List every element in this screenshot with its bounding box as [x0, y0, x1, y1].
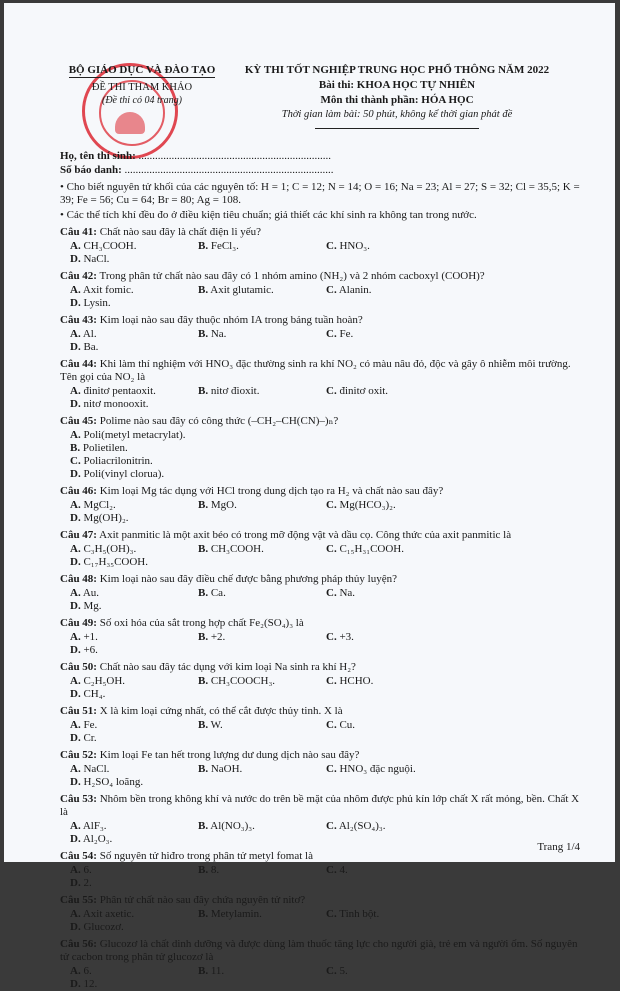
option-text: +1.	[83, 631, 98, 643]
option-letter: D.	[70, 776, 81, 788]
question-text: Chất nào sau đây tác dụng với kim loại Na sinh ra khí H₂?	[99, 661, 356, 673]
question-number: Câu 47:	[60, 529, 97, 541]
question-item	[60, 661, 580, 701]
header-left	[62, 64, 222, 106]
option-letter: A.	[70, 965, 81, 977]
answer-option	[70, 864, 198, 877]
candidate-id-line	[60, 164, 334, 176]
option-text: C₁₇H₃₅COOH.	[83, 556, 148, 568]
answer-option	[70, 600, 198, 613]
question-text: Phân tử chất nào sau đây chứa nguyên tử nitơ?	[99, 894, 306, 906]
option-letter: D.	[70, 398, 81, 410]
option-text: Na.	[339, 587, 356, 599]
question-stem	[60, 749, 580, 762]
option-text: 2.	[83, 877, 92, 889]
option-text: Poli(vinyl clorua).	[83, 468, 165, 480]
option-letter: A.	[70, 631, 81, 643]
answer-option	[70, 877, 198, 890]
answer-options	[60, 631, 580, 657]
answer-options	[60, 284, 580, 310]
option-text: Polietilen.	[82, 442, 128, 454]
option-letter: B.	[198, 631, 209, 643]
answer-options	[60, 864, 580, 890]
question-stem	[60, 617, 580, 630]
option-letter: B.	[198, 543, 209, 555]
question-number: Câu 48:	[60, 573, 97, 585]
option-letter: A.	[70, 587, 81, 599]
answer-option	[326, 385, 454, 398]
question-item	[60, 705, 580, 745]
answer-option	[70, 644, 198, 657]
option-letter: B.	[198, 587, 209, 599]
option-letter: C.	[326, 587, 337, 599]
answer-option	[198, 328, 326, 341]
option-letter: A.	[70, 543, 81, 555]
option-text: Glucozơ.	[83, 921, 124, 933]
answer-option	[326, 499, 454, 512]
exam-title: KỲ THI TỐT NGHIỆP TRUNG HỌC PHỔ THÔNG NĂM 2022	[244, 64, 550, 76]
answer-option	[70, 455, 326, 468]
option-letter: A.	[70, 328, 81, 340]
option-letter: C.	[326, 543, 337, 555]
question-item	[60, 894, 580, 934]
answer-option	[70, 253, 198, 266]
option-letter: D.	[70, 600, 81, 612]
question-stem	[60, 850, 580, 863]
answer-option	[70, 429, 326, 442]
option-letter: B.	[198, 965, 209, 977]
answer-option	[70, 587, 198, 600]
answer-option	[70, 965, 198, 978]
answer-options	[60, 240, 580, 266]
answer-option	[70, 719, 198, 732]
option-letter: D.	[70, 556, 81, 568]
option-text: CH₃COOH.	[210, 543, 264, 555]
answer-option	[326, 719, 454, 732]
option-text: đinitơ pentaoxit.	[83, 385, 156, 397]
answer-options	[60, 908, 580, 934]
answer-option	[198, 284, 326, 297]
answer-option	[70, 240, 198, 253]
option-letter: A.	[70, 385, 81, 397]
candidate-name-line	[60, 150, 331, 162]
option-letter: C.	[326, 719, 337, 731]
question-stem	[60, 793, 580, 819]
answer-options	[60, 763, 580, 789]
option-letter: C.	[326, 908, 337, 920]
option-letter: A.	[70, 240, 81, 252]
answer-options	[60, 675, 580, 701]
question-text: Kim loại Fe tan hết trong lượng dư dung dịch nào sau đây?	[99, 749, 360, 761]
question-stem	[60, 573, 580, 586]
option-text: 6.	[83, 864, 92, 876]
option-text: Lysin.	[83, 297, 111, 309]
option-text: Poli(metyl metacrylat).	[83, 429, 186, 441]
answer-options	[60, 328, 580, 354]
option-text: Ba.	[83, 341, 99, 353]
option-text: Axit glutamic.	[210, 284, 274, 296]
option-text: HCHO.	[339, 675, 374, 687]
answer-option	[198, 499, 326, 512]
answer-option	[198, 675, 326, 688]
answer-option	[70, 385, 198, 398]
option-text: 4.	[339, 864, 348, 876]
option-text: AlF₃.	[82, 820, 107, 832]
question-stem	[60, 894, 580, 907]
question-number: Câu 43:	[60, 314, 97, 326]
answer-options	[60, 543, 580, 569]
question-text: Polime nào sau đây có công thức (–CH₂–CH(CN)–)ₙ?	[99, 415, 339, 427]
question-text: Số oxi hóa của sắt trong hợp chất Fe₂(SO₄)₃ là	[99, 617, 304, 629]
option-text: HNO₃.	[339, 240, 370, 252]
option-letter: D.	[70, 297, 81, 309]
option-text: CH₄.	[83, 688, 106, 700]
option-letter: C.	[326, 385, 337, 397]
answer-option	[326, 908, 454, 921]
option-text: W.	[210, 719, 223, 731]
answer-option	[326, 631, 454, 644]
question-stem	[60, 938, 580, 964]
option-text: C₂H₅OH.	[83, 675, 126, 687]
answer-option	[326, 864, 454, 877]
question-stem	[60, 314, 580, 327]
option-text: Mg(OH)₂.	[83, 512, 129, 524]
question-stem	[60, 529, 580, 542]
option-text: Fe.	[339, 328, 354, 340]
answer-options	[60, 499, 580, 525]
answer-options	[60, 719, 580, 745]
option-letter: C.	[70, 455, 81, 467]
option-text: +2.	[210, 631, 226, 643]
answer-option	[70, 763, 198, 776]
option-letter: A.	[70, 675, 81, 687]
answer-option	[70, 908, 198, 921]
question-text: Glucozơ là chất dinh dưỡng và được dùng làm thuốc tăng lực cho người già, trẻ em và người ốm. Số nguyên tử cacbon trong phân tử glucozơ là	[60, 938, 578, 963]
option-letter: A.	[70, 429, 81, 441]
answer-option	[70, 442, 326, 455]
question-number: Câu 55:	[60, 894, 97, 906]
answer-option	[198, 631, 326, 644]
option-letter: A.	[70, 820, 81, 832]
option-text: CH₃COOCH₃.	[210, 675, 276, 687]
option-letter: C.	[326, 763, 337, 775]
answer-option	[70, 499, 198, 512]
question-item	[60, 749, 580, 789]
option-letter: D.	[70, 644, 81, 656]
question-text: Nhôm bền trong không khí và nước do trên bề mặt của nhôm được phủ kín lớp chất X rất mỏng, bền. Chất X là	[60, 793, 580, 818]
option-text: Ca.	[210, 587, 226, 599]
answer-option	[198, 385, 326, 398]
option-text: đinitơ oxit.	[339, 385, 389, 397]
option-text: MgO.	[210, 499, 237, 511]
question-number: Câu 52:	[60, 749, 97, 761]
question-stem	[60, 358, 580, 384]
question-item	[60, 314, 580, 354]
question-item	[60, 850, 580, 890]
question-stem	[60, 705, 580, 718]
option-text: 6.	[83, 965, 92, 977]
option-text: 5.	[339, 965, 348, 977]
answer-option	[70, 675, 198, 688]
answer-options	[60, 385, 580, 411]
option-text: FeCl₃.	[210, 240, 239, 252]
question-item	[60, 617, 580, 657]
option-text: Al₂(SO₄)₃.	[338, 820, 386, 832]
question-text: X là kim loại cứng nhất, có thể cắt được thủy tinh. X là	[99, 705, 343, 717]
header-right	[232, 64, 562, 129]
answer-option	[326, 587, 454, 600]
option-text: nitơ đioxit.	[210, 385, 260, 397]
answer-option	[70, 297, 198, 310]
option-letter: C.	[326, 499, 337, 511]
exam-page	[4, 3, 615, 990]
question-item	[60, 793, 580, 846]
answer-option	[326, 675, 454, 688]
question-number: Câu 53:	[60, 793, 97, 805]
answer-option	[70, 732, 198, 745]
answer-option	[198, 965, 326, 978]
answer-option	[70, 776, 198, 789]
question-text: Trong phân tử chất nào sau đây có 1 nhóm amino (NH₂) và 2 nhóm cacboxyl (COOH)?	[99, 270, 485, 282]
answer-option	[70, 820, 198, 833]
option-text: H₂SO₄ loãng.	[83, 776, 144, 788]
answer-option	[70, 688, 198, 701]
answer-option	[70, 341, 198, 354]
option-letter: C.	[326, 631, 337, 643]
answer-option	[326, 965, 454, 978]
option-letter: D.	[70, 732, 81, 744]
page-count-note: (Đề thi có 04 trang)	[102, 95, 182, 106]
option-letter: D.	[70, 877, 81, 889]
option-letter: B.	[198, 675, 209, 687]
option-text: Mg(HCO₃)₂.	[339, 499, 396, 511]
option-letter: C.	[326, 820, 337, 832]
option-text: CH₃COOH.	[83, 240, 137, 252]
option-letter: B.	[198, 719, 209, 731]
answer-option	[198, 763, 326, 776]
question-text: Số nguyên tử hiđro trong phân tử metyl fomat là	[99, 850, 313, 862]
page-number: Trang 1/4	[537, 841, 580, 853]
option-letter: B.	[70, 442, 81, 454]
candidate-name-label: Họ, tên thí sinh:	[60, 150, 136, 162]
note-gas-conditions: • Các thể tích khí đều đo ở điều kiện tiêu chuẩn; giả thiết các khí sinh ra không tan trong nước.	[60, 209, 477, 221]
question-number: Câu 46:	[60, 485, 97, 497]
option-letter: D.	[70, 468, 81, 480]
option-text: Mg.	[83, 600, 102, 612]
option-letter: A.	[70, 864, 81, 876]
question-text: Khi làm thí nghiệm với HNO₃ đặc thường sinh ra khí NO₂ có màu nâu đỏ, độc và gây ô nhiễm môi trường. Tên gọi của NO₂ là	[60, 358, 571, 383]
question-item	[60, 485, 580, 525]
answer-options	[60, 820, 580, 846]
option-letter: B.	[198, 284, 209, 296]
answer-option	[70, 833, 198, 846]
option-letter: D.	[70, 253, 81, 265]
option-letter: B.	[198, 240, 209, 252]
option-letter: D.	[70, 512, 81, 524]
candidate-id-label: Số báo danh:	[60, 164, 122, 176]
question-stem	[60, 485, 580, 498]
option-letter: D.	[70, 833, 81, 845]
option-text: Cu.	[339, 719, 356, 731]
option-text: 8.	[210, 864, 220, 876]
option-letter: C.	[326, 240, 337, 252]
option-letter: A.	[70, 763, 81, 775]
answer-option	[326, 820, 454, 833]
option-letter: A.	[70, 908, 81, 920]
question-number: Câu 50:	[60, 661, 97, 673]
option-text: Al.	[82, 328, 97, 340]
answer-option	[198, 864, 326, 877]
option-text: Tinh bột.	[339, 908, 380, 920]
option-text: MgCl₂.	[83, 499, 116, 511]
option-text: Na.	[210, 328, 227, 340]
answer-option	[70, 468, 326, 481]
option-text: Au.	[82, 587, 100, 599]
answer-option	[70, 921, 198, 934]
answer-option	[198, 587, 326, 600]
option-text: Axit axetic.	[82, 908, 135, 920]
question-number: Câu 54:	[60, 850, 97, 862]
answer-options	[60, 965, 580, 991]
question-stem	[60, 270, 580, 283]
answer-option	[198, 240, 326, 253]
option-text: NaCl.	[83, 763, 110, 775]
question-text: Chất nào sau đây là chất điện li yếu?	[99, 226, 262, 238]
document-type: ĐỀ THI THAM KHẢO	[91, 82, 193, 93]
option-letter: C.	[326, 284, 337, 296]
answer-option	[326, 763, 454, 776]
answer-option	[70, 978, 198, 991]
exam-content	[60, 181, 580, 991]
option-letter: D.	[70, 341, 81, 353]
option-letter: B.	[198, 820, 209, 832]
question-list	[60, 226, 580, 991]
option-text: HNO₃ đặc nguội.	[339, 763, 416, 775]
question-text: Axit panmitic là một axit béo có trong mỡ động vật và dầu cọ. Công thức của axit panmitic là	[99, 529, 512, 541]
answer-option	[70, 556, 198, 569]
option-text: Axit fomic.	[82, 284, 134, 296]
option-letter: B.	[198, 763, 209, 775]
question-number: Câu 42:	[60, 270, 97, 282]
option-letter: B.	[198, 385, 209, 397]
option-text: nitơ monooxit.	[83, 398, 149, 410]
answer-option	[70, 328, 198, 341]
option-text: Metylamin.	[210, 908, 262, 920]
option-letter: B.	[198, 864, 209, 876]
header-divider	[315, 128, 479, 129]
question-stem	[60, 226, 580, 239]
answer-option	[70, 631, 198, 644]
option-text: C₁₅H₃₁COOH.	[339, 543, 404, 555]
question-item	[60, 415, 580, 481]
answer-option	[70, 512, 198, 525]
candidate-name-field: ......................................................................	[138, 150, 332, 162]
question-stem	[60, 661, 580, 674]
question-text: Kim loại Mg tác dụng với HCl trong dung dịch tạo ra H₂ và chất nào sau đây?	[99, 485, 444, 497]
answer-option	[198, 719, 326, 732]
option-text: Al₂O₃.	[82, 833, 113, 845]
question-item	[60, 226, 580, 266]
option-letter: D.	[70, 688, 81, 700]
question-item	[60, 573, 580, 613]
candidate-id-field: ............................................................................	[124, 164, 334, 176]
answer-option	[70, 284, 198, 297]
option-letter: D.	[70, 921, 81, 933]
answer-options	[60, 429, 580, 481]
answer-option	[70, 543, 198, 556]
option-text: 12.	[83, 978, 98, 990]
answer-option	[326, 240, 454, 253]
question-number: Câu 51:	[60, 705, 97, 717]
question-stem	[60, 415, 580, 428]
question-number: Câu 41:	[60, 226, 97, 238]
answer-option	[198, 543, 326, 556]
answer-option	[326, 328, 454, 341]
note-atomic-masses: • Cho biết nguyên tử khối của các nguyên tố: H = 1; C = 12; N = 14; O = 16; Na = 23; Al = 27; S = 32; Cl = 35,5; K = 39; Fe = 56; Cu = 64; Br = 80; Ag = 108.	[60, 181, 580, 206]
answer-option	[198, 820, 326, 833]
option-text: Alanin.	[338, 284, 372, 296]
exam-part: Bài thi: KHOA HỌC TỰ NHIÊN	[318, 79, 476, 91]
option-letter: C.	[326, 675, 337, 687]
question-text: Kim loại nào sau đây thuộc nhóm IA trong bảng tuần hoàn?	[99, 314, 363, 326]
option-text: 11.	[210, 965, 225, 977]
option-text: Poliacrilonitrin.	[83, 455, 153, 467]
option-letter: B.	[198, 499, 209, 511]
answer-option	[326, 543, 454, 556]
option-letter: D.	[70, 978, 81, 990]
question-item	[60, 358, 580, 411]
option-text: C₃H₅(OH)₃.	[83, 543, 137, 555]
answer-option	[70, 398, 198, 411]
answer-options	[60, 587, 580, 613]
option-letter: A.	[70, 719, 81, 731]
option-text: Cr.	[83, 732, 97, 744]
option-text: Fe.	[83, 719, 98, 731]
option-letter: A.	[70, 284, 81, 296]
exam-subject: Môn thi thành phần: HÓA HỌC	[320, 94, 474, 106]
question-item	[60, 270, 580, 310]
option-letter: C.	[326, 328, 337, 340]
option-text: NaOH.	[210, 763, 243, 775]
option-letter: C.	[326, 864, 337, 876]
question-number: Câu 44:	[60, 358, 97, 370]
option-letter: A.	[70, 499, 81, 511]
answer-option	[326, 284, 454, 297]
option-letter: C.	[326, 965, 337, 977]
option-letter: B.	[198, 328, 209, 340]
option-text: +3.	[339, 631, 354, 643]
time-note: Thời gian làm bài: 50 phút, không kể thời gian phát đề	[281, 109, 513, 120]
question-item	[60, 529, 580, 569]
answer-option	[198, 908, 326, 921]
option-text: NaCl.	[83, 253, 110, 265]
question-number: Câu 56:	[60, 938, 97, 950]
question-item	[60, 938, 580, 991]
option-text: +6.	[83, 644, 98, 656]
option-letter: B.	[198, 908, 209, 920]
question-number: Câu 45:	[60, 415, 97, 427]
ministry-name: BỘ GIÁO DỤC VÀ ĐÀO TẠO	[68, 64, 216, 76]
option-text: Al(NO₃)₃.	[210, 820, 255, 832]
question-number: Câu 49:	[60, 617, 97, 629]
question-text: Kim loại nào sau đây điều chế được bằng phương pháp thủy luyện?	[99, 573, 397, 585]
